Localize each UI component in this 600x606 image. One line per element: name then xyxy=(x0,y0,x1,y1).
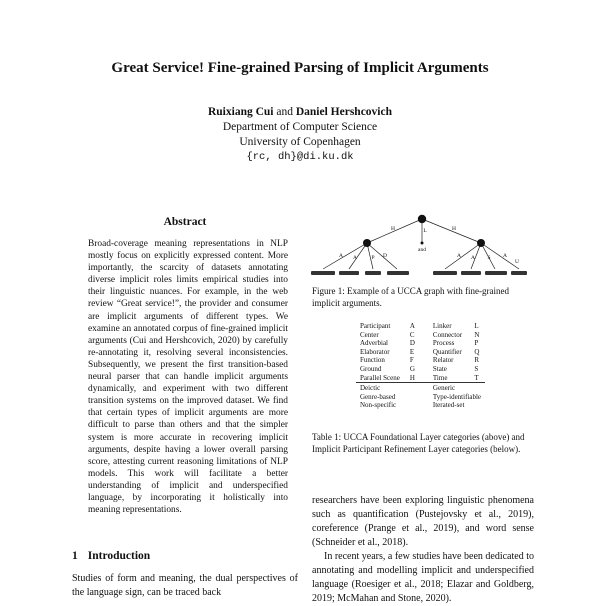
edge-label: P xyxy=(371,255,375,261)
table-cell: Generic xyxy=(429,383,485,393)
table-cell: P xyxy=(474,339,479,348)
ucca-category-table xyxy=(356,322,485,410)
table-cell: Non-specific xyxy=(360,401,397,410)
graph-leaf xyxy=(485,271,507,275)
table-row xyxy=(356,339,485,348)
introduction-text: Studies of form and meaning, the dual perspectives of the language sign, can be traced back xyxy=(72,573,298,598)
edge-label: S xyxy=(487,255,491,261)
table-cell: Elaborator xyxy=(360,347,390,356)
table-caption: Table 1: UCCA Foundational Layer categories (above) and Implicit Participant Refinement Layer categories (below). xyxy=(312,432,525,454)
edge-label: A xyxy=(503,253,507,259)
table-cell: Quantifier xyxy=(432,347,462,356)
edge-label: A xyxy=(471,255,475,261)
table-cell: F xyxy=(409,356,414,365)
edge-label: H xyxy=(452,226,456,232)
graph-scene-node-2 xyxy=(477,239,485,247)
table-cell: E xyxy=(409,347,415,356)
table-row xyxy=(356,383,485,393)
author-conjunction: and xyxy=(276,106,293,118)
figure-caption: Figure 1: Example of a UCCA graph with fine-grained implicit arguments. xyxy=(312,286,509,308)
affiliation-department: Department of Computer Science xyxy=(222,121,378,133)
paragraph: researchers have been exploring linguistic phenomena such as quantification (Pustejovsky et al., 2019), coreference (Prange et al., 2019), and word sense (Schneider et al., 2018). xyxy=(312,495,534,548)
table-cell: T xyxy=(474,373,479,382)
table-cell: Time xyxy=(432,373,448,382)
table-cell: G xyxy=(409,364,415,373)
paragraph: In recent years, a few studies have been dedicated to annotating and modelling implicit and underspecified language (Roesiger et al., 2018; Elazar and Goldberg, 2019; McMahan and Stone, 2020). xyxy=(312,551,534,604)
edge-label: A xyxy=(457,253,461,259)
graph-scene-node-1 xyxy=(363,239,371,247)
table-cell: C xyxy=(409,330,415,339)
table-cell: A xyxy=(409,322,415,330)
table-row xyxy=(356,401,485,410)
author-1: Ruixiang Cui xyxy=(207,106,274,118)
graph-leaf xyxy=(311,271,335,275)
table-cell: Iterated-set xyxy=(432,401,465,410)
table-cell: Type-identifiable xyxy=(432,392,482,401)
author-line xyxy=(0,105,600,120)
table-row xyxy=(356,365,485,374)
author-2: Daniel Hershcovich xyxy=(295,106,393,118)
table-cell: Participant xyxy=(360,322,391,330)
right-column-text xyxy=(312,494,534,606)
affiliation-university: University of Copenhagen xyxy=(239,136,361,148)
graph-root-node xyxy=(418,215,426,223)
edge-label: H xyxy=(391,226,395,232)
graph-leaf xyxy=(461,271,481,275)
table-cell: Center xyxy=(360,330,379,339)
table-cell: Process xyxy=(432,339,455,348)
table-cell: N xyxy=(474,330,480,339)
graph-leaf-tokens xyxy=(311,271,527,275)
graph-leaf-linker: and xyxy=(418,247,426,253)
table-cell: Q xyxy=(474,347,480,356)
table-cell: Genre-based xyxy=(360,392,396,401)
table-cell: Relator xyxy=(432,356,454,365)
table-row xyxy=(356,374,485,383)
paper-title: Great Service! Fine-grained Parsing of Implicit Arguments xyxy=(111,60,489,76)
abstract-heading: Abstract xyxy=(163,216,207,228)
table-cell: Ground xyxy=(360,364,382,373)
graph-leaf xyxy=(339,271,359,275)
graph-leaf xyxy=(433,271,457,275)
author-email: {rc, dh}@di.ku.dk xyxy=(246,151,354,163)
graph-linker-node xyxy=(421,242,424,245)
table-cell: Function xyxy=(360,356,385,365)
ucca-graph-figure xyxy=(305,205,540,280)
graph-leaf xyxy=(365,271,381,275)
edge-label: A xyxy=(339,253,343,259)
section-number: 1 xyxy=(72,550,78,562)
table-cell: Connector xyxy=(432,330,463,339)
table-row xyxy=(356,393,485,402)
table-row xyxy=(356,348,485,357)
edge-label: A xyxy=(353,255,357,261)
section-heading-introduction xyxy=(72,550,150,562)
table-cell: Linker xyxy=(432,322,452,330)
table-cell: H xyxy=(409,373,415,382)
edge-label: D xyxy=(383,253,387,259)
graph-leaf xyxy=(387,271,409,275)
table-cell: L xyxy=(474,322,479,330)
abstract-text: Broad-coverage meaning representations in NLP mostly focus on explicitly expressed content. More importantly, the scarcity of datasets annotating diverse implicit roles limits empirical studies into their linguistic nuances. For example, in the web review “Great service!”, the provider and consumer are implicit arguments of different types. We examine an annotated corpus of fine-grained implicit arguments (Cui and Hershcovich, 2020) by carefully re-annotating it, resolving several inconsistencies. Subsequently, we present the first transition-based neural parser that can handle implicit arguments dynamically, and experiment with two different transition systems on the improved dataset. We find that certain types of implicit arguments are more difficult to parse than others and that the simpler system is more accurate in recovering implicit arguments, despite having a lower overall parsing score, attesting current reasoning limitations of NLP models. This work will facilitate a better understanding of implicit and underspecified language, by incorporating it holistically into meaning representations. xyxy=(88,239,288,516)
table-cell: R xyxy=(474,356,480,365)
graph-leaf xyxy=(511,271,527,275)
table-cell: S xyxy=(474,364,479,373)
section-title: Introduction xyxy=(87,550,151,562)
table-cell: Parallel Scene xyxy=(360,373,400,382)
table-cell: Adverbial xyxy=(360,339,388,348)
edge-label: L xyxy=(423,228,427,234)
table-row xyxy=(356,322,485,331)
table-cell: D xyxy=(409,339,415,348)
table-cell: State xyxy=(432,364,447,373)
table-cell: Deictic xyxy=(356,383,429,393)
author-block xyxy=(0,105,600,165)
table-row xyxy=(356,356,485,365)
edge-label: U xyxy=(515,259,519,265)
table-row xyxy=(356,331,485,340)
